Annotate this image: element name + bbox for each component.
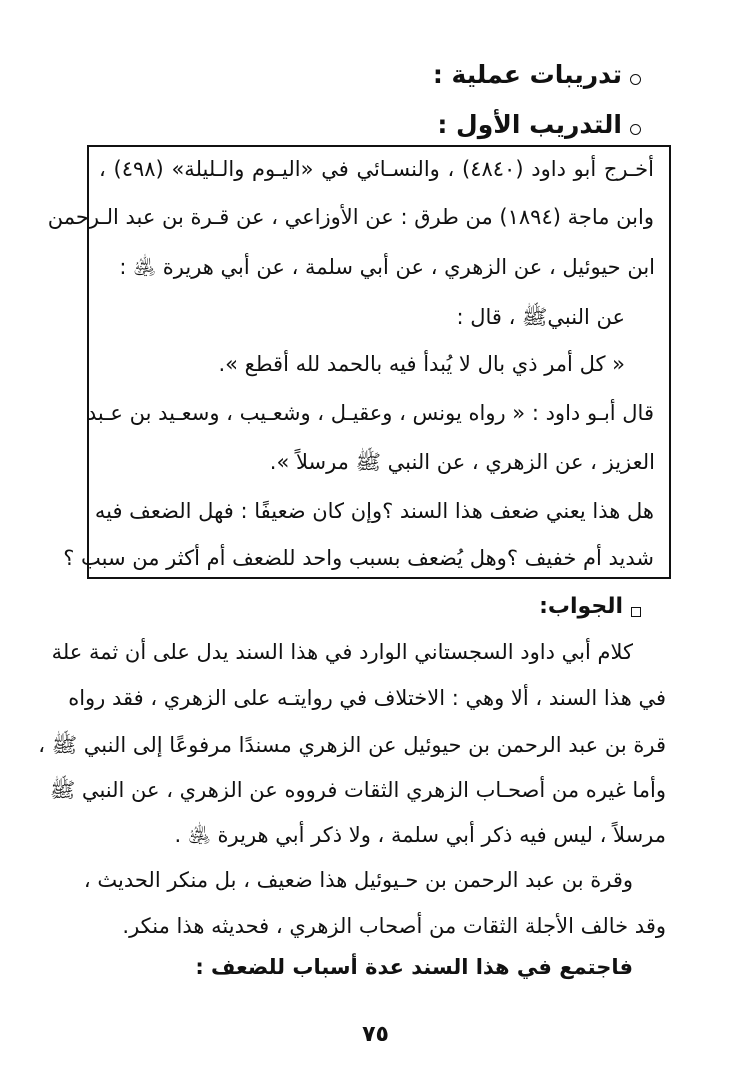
- box-line-3: ابن حيوئيل ، عن الزهري ، عن أبي سلمة ، عن أبي هريرة ﵁ :: [119, 255, 655, 279]
- heading-answer-text: الجواب:: [539, 594, 623, 619]
- box-line-4: عن النبيﷺ ، قال :: [456, 305, 625, 329]
- answer-line-7: وقد خالف الأجلة الثقات من أصحاب الزهري ، فحديثه هذا منكر.: [122, 914, 666, 938]
- answer-line-1: كلام أبي داود السجستاني الوارد في هذا السند يدل على أن ثمة علة: [51, 640, 633, 664]
- answer-line-5: مرسلاً ، ليس فيه ذكر أبي سلمة ، ولا ذكر أبي هريرة ﵁ .: [174, 823, 666, 847]
- answer-line-8: فاجتمع في هذا السند عدة أسباب للضعف :: [195, 955, 633, 979]
- box-line-2: وابن ماجة (١٨٩٤) من طرق : عن الأوزاعي ، عن قـرة بن عبد الـرحمن: [47, 205, 654, 229]
- answer-line-4: وأما غيره من أصحـاب الزهري الثقات فرووه عن الزهري ، عن النبي ﷺ: [49, 778, 666, 802]
- heading-first-exercise-text: التدريب الأول :: [437, 110, 622, 139]
- heading-answer: [539, 594, 641, 619]
- answer-line-2: في هذا السند ، ألا وهي : الاختلاف في روايتـه على الزهري ، فقد رواه: [68, 686, 666, 710]
- square-bullet-icon: [631, 607, 641, 617]
- circle-bullet-icon: [630, 74, 641, 85]
- heading-first-exercise: [437, 110, 641, 139]
- box-line-5: « كل أمر ذي بال لا يُبدأ فيه بالحمد لله أقطع ».: [218, 352, 625, 376]
- box-line-7: العزيز ، عن الزهري ، عن النبي ﷺ مرسلاً ».: [269, 450, 655, 474]
- answer-line-3: قرة بن عبد الرحمن بن حيوئيل عن الزهري مسندًا مرفوعًا إلى النبي ﷺ ،: [38, 733, 666, 757]
- box-line-1: أخـرج أبو داود (٤٨٤٠) ، والنسـائي في «اليـوم والـليلة» (٤٩٨) ،: [99, 157, 654, 181]
- circle-bullet-icon: [630, 124, 641, 135]
- answer-line-6: وقرة بن عبد الرحمن بن حـيوئيل هذا ضعيف ، بل منكر الحديث ،: [83, 868, 633, 892]
- heading-practical-exercises: [433, 60, 641, 89]
- heading-practical-exercises-text: تدريبات عملية :: [432, 60, 622, 89]
- box-line-6: قال أبـو داود : « رواه يونس ، وعقيـل ، وشعـيب ، وسعـيد بن عـبد: [86, 401, 654, 425]
- box-line-8: هل هذا يعني ضعف هذا السند ؟وإن كان ضعيفًا : فهل الضعف فيه: [94, 499, 654, 523]
- box-line-9: شديد أم خفيف ؟وهل يُضعف بسبب واحد للضعف أم أكثر من سبب ؟: [63, 546, 654, 570]
- page-number: ٧٥: [362, 1022, 389, 1047]
- exercise-box: [47, 145, 671, 579]
